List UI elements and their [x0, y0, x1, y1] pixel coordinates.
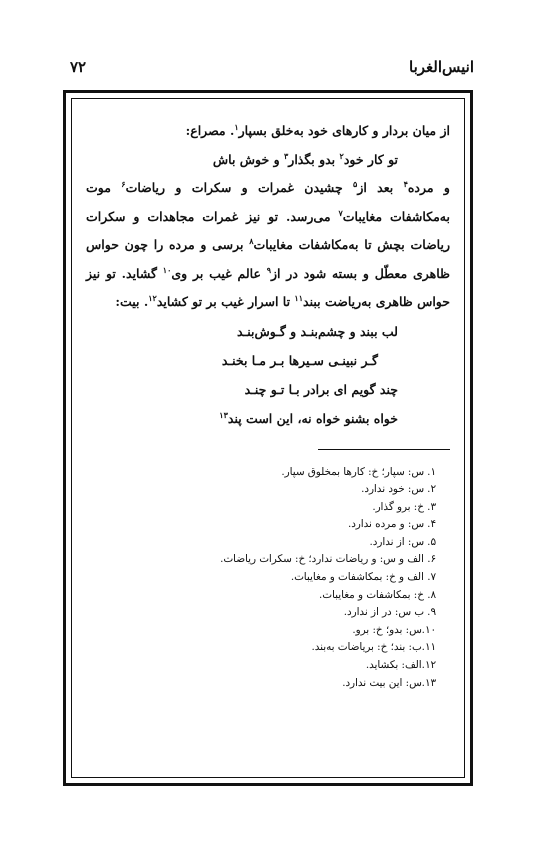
footnote: ۱۲.الف: بکشاید.: [365, 659, 436, 672]
poem: [86, 317, 450, 433]
book-title: انیس‌الغربا: [409, 58, 474, 76]
footnote: ۴. س: و مرده ندارد.: [347, 518, 436, 531]
page-number: ۷۲: [70, 58, 87, 76]
poem-line: [86, 404, 450, 433]
footnote-marker: ۲: [339, 150, 344, 161]
footnote-marker: ۱۲: [148, 292, 157, 303]
footnote: ۱۱.ب: بند؛ خ: بریاضات به‌بند.: [311, 641, 436, 654]
footnote: ۱. س: سپار؛ خ: کارها بمخلوق سپار.: [281, 465, 436, 478]
text-run: گشاید. تو نیز حواس ظاهری به‌ریاضت ببند: [86, 265, 450, 309]
page-frame-outer: [63, 90, 473, 786]
text-run: تا اسرار غیب بر تو کشاید: [156, 294, 295, 309]
footnote: ۷. الف و خ: بمکاشفات و مغایبات.: [290, 571, 436, 584]
text-run: موت به‌مکاشفات مغایبات: [86, 180, 450, 224]
text-run: و مرده: [407, 180, 450, 195]
footnote-marker: ۱: [234, 121, 239, 132]
poem-line: [86, 375, 450, 404]
footnote: ۳. خ: برو گذار.: [372, 500, 436, 513]
paragraph: [86, 117, 450, 146]
body-text: [86, 117, 450, 317]
footnote-marker: ۷: [338, 207, 343, 218]
footnote: ۶. الف و س: و ریاضات ندارد؛ خ: سکرات ریاضات.: [220, 553, 436, 566]
footnote-marker: ۶: [121, 178, 126, 189]
text-run: بدو بگذار: [288, 151, 340, 167]
text-run: برسی و مرده را چون حواس ظاهری معطّل و بسته شود در از: [86, 237, 450, 281]
text-run: بعد از: [357, 180, 404, 195]
text-run: عالم غیب بر وی: [171, 265, 267, 281]
footnote-marker: ۱۱: [294, 292, 304, 303]
running-head: [70, 58, 474, 80]
text-run: خواه بشنو خواه نه، این است پند: [227, 410, 398, 426]
text-run: می‌رسد. تو نیز غمرات مجاهدات و سکرات ریاضات بچش تا به‌مکاشفات مغایبات: [86, 208, 451, 252]
text-run: و خوش باش: [212, 151, 284, 167]
footnote-separator: [318, 449, 450, 450]
footnote: ۹. ب س: در از ندارد.: [343, 606, 436, 619]
footnotes: [86, 464, 450, 693]
text-run: گـر نبینـی سـیرها بـر مـا بخنـد: [221, 352, 378, 368]
verse-line: [86, 146, 450, 175]
poem-line: [86, 317, 450, 346]
footnote-marker: ۱۳: [219, 409, 228, 420]
footnote-marker: ۴: [403, 178, 408, 189]
text-run: . مصراع:: [185, 123, 235, 138]
footnote-marker: ۸: [249, 235, 254, 246]
footnote: ۱۳.س: این بیت ندارد.: [342, 676, 436, 689]
text-run: چند گویم ای برادر بـا تـو چنـد: [244, 381, 398, 397]
text-run: از میان بردار و کارهای خود به‌خلق بسپار: [238, 123, 450, 138]
footnote: ۸. خ: بمکاشفات و مغایبات.: [319, 588, 436, 601]
text-run: . بیت:: [115, 294, 149, 309]
poem-line: [86, 346, 450, 375]
text-area: [86, 117, 450, 692]
footnote-marker: ۵: [353, 178, 358, 189]
footnote: ۲. س: خود ندارد.: [361, 483, 436, 496]
page-frame-inner: [71, 98, 465, 778]
footnote-marker: ۱۰: [162, 264, 172, 275]
footnote-marker: ۹: [266, 264, 271, 275]
footnote: ۱۰.س: بدو؛ خ: برو.: [352, 623, 436, 636]
footnote-marker: ۳: [283, 150, 289, 161]
paragraph: [86, 174, 450, 317]
footnote: ۵. س: از ندارد.: [369, 535, 436, 548]
text-run: چشیدن غمرات و سکرات و ریاضات: [125, 180, 354, 195]
text-run: تو کار خود: [343, 151, 398, 167]
text-run: لب ببند و چشم‌بنـد و گـوش‌بنـد: [237, 323, 398, 339]
